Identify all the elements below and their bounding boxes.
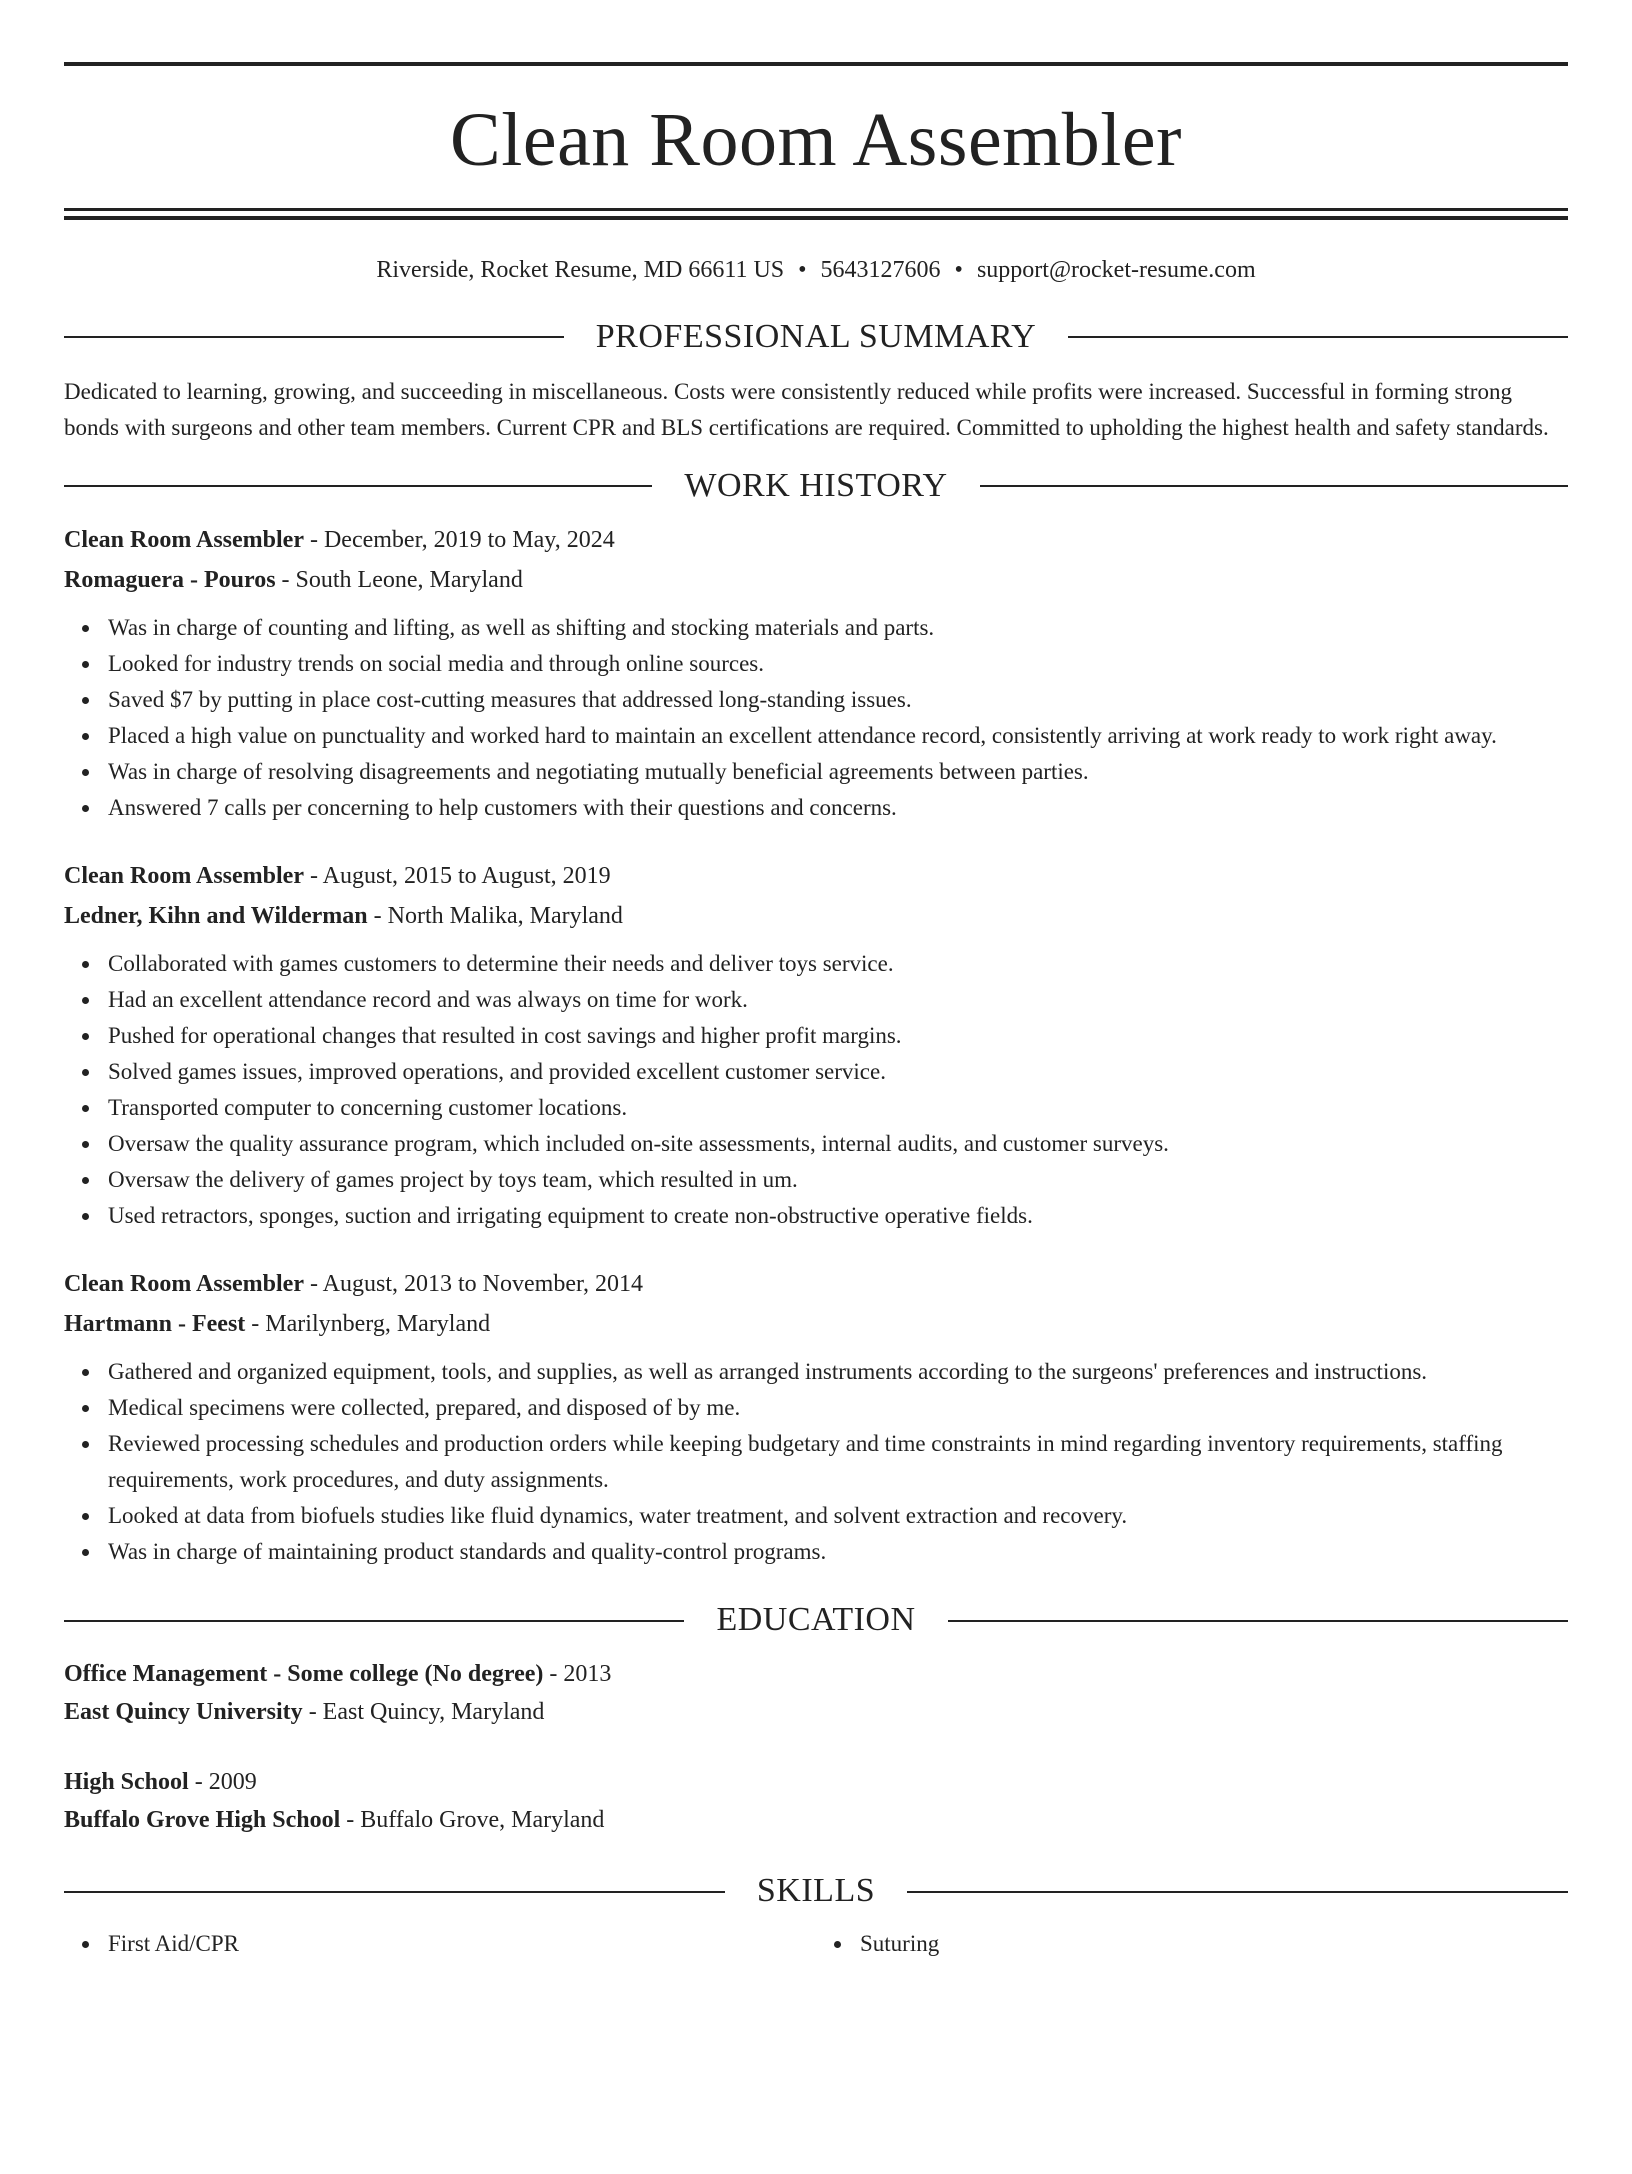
work-history-list bbox=[64, 520, 1568, 1570]
education-year: - 2009 bbox=[188, 1769, 257, 1796]
bullet-text: Had an excellent attendance record and was always on time for work. bbox=[108, 987, 748, 1013]
list-item bbox=[108, 610, 1568, 646]
job-company-line bbox=[64, 1304, 1568, 1344]
bullet-icon bbox=[82, 1549, 89, 1556]
list-item bbox=[108, 1498, 1568, 1534]
section-title: WORK HISTORY bbox=[684, 466, 948, 504]
bullet-icon bbox=[82, 1941, 89, 1948]
education-degree-line bbox=[64, 1655, 1568, 1693]
bullet-text: Gathered and organized equipment, tools, and supplies, as well as arranged instruments according to the surgeons' preferences and instructions. bbox=[108, 1359, 1428, 1385]
education-entry bbox=[64, 1763, 1568, 1839]
list-item bbox=[108, 754, 1568, 790]
education-school: Buffalo Grove High School bbox=[64, 1807, 341, 1834]
list-item bbox=[108, 718, 1568, 754]
bullet-icon bbox=[82, 1141, 89, 1148]
skill-text: Suturing bbox=[860, 1930, 940, 1956]
bullet-text: Placed a high value on punctuality and worked hard to maintain an excellent attendance record, consistently arriving at work ready to work right away. bbox=[108, 723, 1497, 749]
skill-item bbox=[860, 1926, 1568, 1962]
list-item bbox=[108, 1126, 1568, 1162]
heading-rule bbox=[64, 1891, 725, 1893]
bullet-icon bbox=[82, 769, 89, 776]
list-item bbox=[108, 1162, 1568, 1198]
job-entry bbox=[64, 856, 1568, 1234]
education-degree: High School bbox=[64, 1769, 189, 1796]
job-bullets bbox=[64, 1354, 1568, 1570]
bullet-text: Was in charge of counting and lifting, as well as shifting and stocking materials and parts. bbox=[108, 615, 935, 641]
education-entry bbox=[64, 1655, 1568, 1731]
bullet-icon bbox=[82, 733, 89, 740]
job-title-line bbox=[64, 1264, 1568, 1304]
list-item bbox=[108, 682, 1568, 718]
job-company: Ledner, Kihn and Wilderman bbox=[64, 903, 368, 930]
contact-line bbox=[64, 256, 1568, 285]
bullet-icon bbox=[82, 997, 89, 1004]
bullet-text: Oversaw the delivery of games project by toys team, which resulted in um. bbox=[108, 1167, 798, 1193]
heading-rule bbox=[64, 336, 564, 338]
bullet-icon bbox=[82, 1069, 89, 1076]
bullet-icon bbox=[82, 805, 89, 812]
bullet-text: Was in charge of resolving disagreements and negotiating mutually beneficial agreements between parties. bbox=[108, 759, 1089, 785]
skills-column-left bbox=[64, 1926, 816, 1962]
resume-title: Clean Room Assembler bbox=[450, 98, 1182, 182]
education-school-line bbox=[64, 1693, 1568, 1731]
education-school: East Quincy University bbox=[64, 1699, 303, 1726]
list-item bbox=[108, 1354, 1568, 1390]
bullet-text: Looked for industry trends on social media and through online sources. bbox=[108, 651, 764, 677]
list-item bbox=[108, 1534, 1568, 1570]
education-location: - East Quincy, Maryland bbox=[302, 1699, 545, 1726]
section-title: PROFESSIONAL SUMMARY bbox=[595, 317, 1037, 355]
education-degree-line bbox=[64, 1763, 1568, 1801]
job-title: Clean Room Assembler bbox=[64, 527, 304, 554]
bullet-icon bbox=[82, 625, 89, 632]
job-company-line bbox=[64, 896, 1568, 936]
job-title-line bbox=[64, 520, 1568, 560]
bullet-icon bbox=[82, 1177, 89, 1184]
bullet-text: Collaborated with games customers to determine their needs and deliver toys service. bbox=[108, 951, 894, 977]
section-heading-skills bbox=[64, 1871, 1568, 1912]
job-title: Clean Room Assembler bbox=[64, 863, 304, 890]
bullet-icon bbox=[82, 661, 89, 668]
job-company: Hartmann - Feest bbox=[64, 1311, 246, 1338]
bullet-text: Used retractors, sponges, suction and irrigating equipment to create non-obstructive operative fields. bbox=[108, 1203, 1033, 1229]
bullet-text: Looked at data from biofuels studies like fluid dynamics, water treatment, and solvent extraction and recovery. bbox=[108, 1503, 1128, 1529]
section-heading-summary bbox=[64, 317, 1568, 358]
bullet-icon bbox=[82, 961, 89, 968]
list-item bbox=[108, 1198, 1568, 1234]
bullet-icon bbox=[82, 1513, 89, 1520]
bullet-icon bbox=[82, 1033, 89, 1040]
list-item bbox=[108, 1390, 1568, 1426]
heading-rule bbox=[980, 485, 1568, 487]
job-location: - South Leone, Maryland bbox=[275, 567, 523, 594]
heading-rule bbox=[907, 1891, 1568, 1893]
job-title-line bbox=[64, 856, 1568, 896]
job-entry bbox=[64, 1264, 1568, 1570]
contact-email[interactable]: support@rocket-resume.com bbox=[976, 257, 1256, 283]
contact-address: Riverside, Rocket Resume, MD 66611 US bbox=[376, 257, 785, 283]
contact-separator: • bbox=[954, 257, 963, 283]
job-dates: - December, 2019 to May, 2024 bbox=[303, 527, 615, 554]
contact-phone: 5643127606 bbox=[820, 257, 941, 283]
section-title: SKILLS bbox=[756, 1872, 876, 1910]
resume-page bbox=[0, 62, 1632, 2174]
bullet-icon bbox=[82, 1213, 89, 1220]
contact-separator: • bbox=[798, 257, 807, 283]
bullet-text: Was in charge of maintaining product standards and quality-control programs. bbox=[108, 1539, 827, 1565]
top-rule bbox=[64, 62, 1568, 66]
bullet-text: Pushed for operational changes that resulted in cost savings and higher profit margins. bbox=[108, 1023, 902, 1049]
bullet-icon bbox=[82, 697, 89, 704]
education-year: - 2013 bbox=[543, 1661, 612, 1688]
section-heading-work bbox=[64, 466, 1568, 507]
bullet-text: Medical specimens were collected, prepared, and disposed of by me. bbox=[108, 1395, 741, 1421]
list-item bbox=[108, 1426, 1568, 1498]
section-heading-education bbox=[64, 1600, 1568, 1641]
list-item bbox=[108, 1090, 1568, 1126]
list-item bbox=[108, 1054, 1568, 1090]
list-item bbox=[108, 982, 1568, 1018]
list-item bbox=[108, 790, 1568, 826]
job-company-line bbox=[64, 560, 1568, 600]
bullet-icon bbox=[82, 1441, 89, 1448]
job-location: - North Malika, Maryland bbox=[367, 903, 623, 930]
education-list bbox=[64, 1655, 1568, 1839]
bullet-text: Answered 7 calls per concerning to help customers with their questions and concerns. bbox=[108, 795, 897, 821]
bullet-icon bbox=[82, 1105, 89, 1112]
section-title: EDUCATION bbox=[716, 1601, 916, 1639]
heading-rule bbox=[64, 485, 652, 487]
list-item bbox=[108, 1018, 1568, 1054]
skills-columns bbox=[64, 1926, 1568, 1962]
bullet-text: Saved $7 by putting in place cost-cutting measures that addressed long-standing issues. bbox=[108, 687, 912, 713]
heading-rule bbox=[1068, 336, 1568, 338]
education-degree: Office Management - Some college (No degree) bbox=[64, 1661, 544, 1688]
title-double-rule bbox=[64, 208, 1568, 220]
bullet-text: Reviewed processing schedules and production orders while keeping budgetary and time constraints in mind regarding inventory requirements, staffing requirements, work procedures, and duty assignments. bbox=[108, 1431, 1503, 1493]
heading-rule bbox=[64, 1620, 684, 1622]
bullet-icon bbox=[82, 1369, 89, 1376]
bullet-text: Oversaw the quality assurance program, which included on-site assessments, internal audits, and customer surveys. bbox=[108, 1131, 1169, 1157]
education-location: - Buffalo Grove, Maryland bbox=[340, 1807, 605, 1834]
job-title: Clean Room Assembler bbox=[64, 1271, 304, 1298]
job-entry bbox=[64, 520, 1568, 826]
skills-column-right bbox=[816, 1926, 1568, 1962]
job-company: Romaguera - Pouros bbox=[64, 567, 276, 594]
job-bullets bbox=[64, 610, 1568, 826]
education-school-line bbox=[64, 1801, 1568, 1839]
heading-rule bbox=[948, 1620, 1568, 1622]
job-location: - Marilynberg, Maryland bbox=[245, 1311, 491, 1338]
job-bullets bbox=[64, 946, 1568, 1234]
bullet-icon bbox=[82, 1405, 89, 1412]
job-dates: - August, 2015 to August, 2019 bbox=[303, 863, 611, 890]
bullet-text: Transported computer to concerning customer locations. bbox=[108, 1095, 628, 1121]
skill-text: First Aid/CPR bbox=[108, 1930, 240, 1956]
bullet-icon bbox=[834, 1941, 841, 1948]
skill-item bbox=[108, 1926, 816, 1962]
list-item bbox=[108, 946, 1568, 982]
job-dates: - August, 2013 to November, 2014 bbox=[303, 1271, 643, 1298]
summary-text: Dedicated to learning, growing, and succeeding in miscellaneous. Costs were consistently reduced while profits were increased. Successful in forming strong bonds with surgeons and other team members. Current CPR and BLS certifications are required. Committed to upholding the highest health and safety standards. bbox=[64, 378, 1549, 440]
list-item bbox=[108, 646, 1568, 682]
bullet-text: Solved games issues, improved operations, and provided excellent customer service. bbox=[108, 1059, 886, 1085]
